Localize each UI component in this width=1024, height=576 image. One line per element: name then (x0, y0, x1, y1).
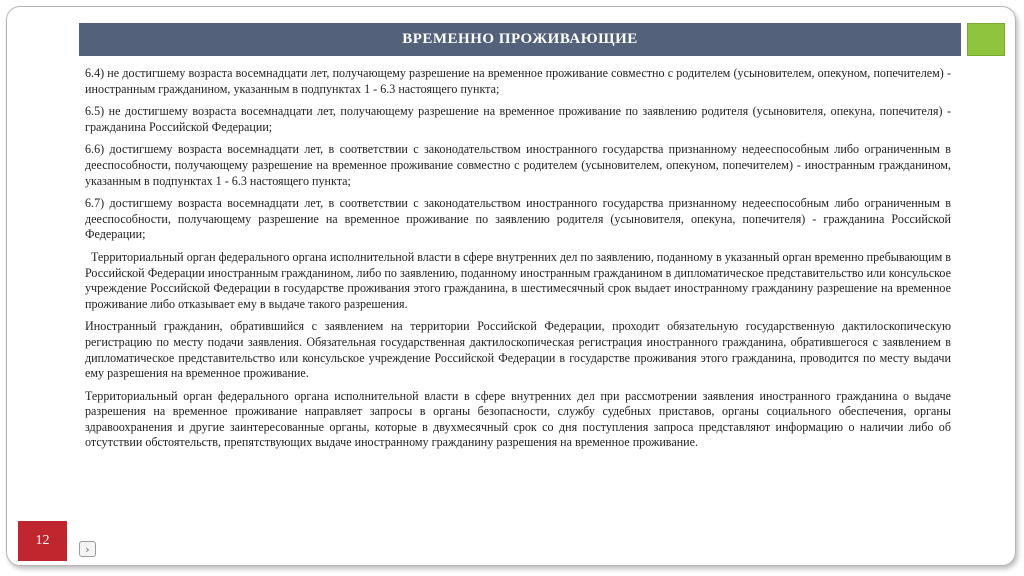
title-bar (79, 23, 961, 56)
paragraph-6-6: 6.6) достигшему возраста восемнадцати лет, в соответствии с законодательством иностранного государства признанному недееспособным либо ограниченным в дееспособности, получающему разрешение на временное проживание совместно с родителем (усыновителем, опекуном, попечителем) - иностранным гражданином, указанным в подпунктах 1 - 6.3 настоящего пункта; (85, 142, 951, 188)
accent-square (967, 23, 1005, 56)
page-number: 12 (35, 533, 50, 548)
chevron-right-icon: › (85, 542, 90, 556)
slide-content (85, 66, 951, 458)
paragraph-fingerprint-registration: Иностранный гражданин, обратившийся с заявлением на территории Российской Федерации, проходит обязательную государственную дактилоскопическую регистрацию по месту подачи заявления. Обязательная государственная дактилоскопическая регистрация иностранного гражданина, обратившегося с заявлением в дипломатическое представительство или консульское учреждение Российской Федерации в государстве проживания этого гражданина, проводится по месту выдачи ему разрешения на временное проживание. (85, 319, 951, 381)
paragraph-6-4: 6.4) не достигшему возраста восемнадцати лет, получающему разрешение на временное проживание совместно с родителем (усыновителем, опекуном, попечителем) - иностранным гражданином, указанным в подпунктах 1 - 6.3 настоящего пункта; (85, 66, 951, 96)
slide-title: ВРЕМЕННО ПРОЖИВАЮЩИЕ (402, 31, 638, 47)
paragraph-territorial-organ: Территориальный орган федерального органа исполнительной власти в сфере внутренних дел по заявлению, поданному в указанный орган временно пребывающим в Российской Федерации иностранным гражданином, либо по заявлению, поданному иностранным гражданином в дипломатическое представительство или консульское учреждение Российской Федерации в государстве проживания этого гражданина, в шестимесячный срок выдает иностранному гражданину разрешение на временное проживание либо отказывает ему в выдаче такого разрешения. (85, 249, 951, 311)
page-number-badge (18, 521, 67, 561)
paragraph-6-5: 6.5) не достигшему возраста восемнадцати лет, получающему разрешение на временное проживание по заявлению родителя (усыновителя, опекуна, попечителя) - гражданина Российской Федерации; (85, 104, 951, 134)
next-slide-button[interactable] (79, 541, 96, 557)
paragraph-6-7: 6.7) достигшему возраста восемнадцати лет, в соответствии с законодательством иностранного государства признанному недееспособным либо ограниченным в дееспособности, получающему разрешение на временное проживание по заявлению родителя (усыновителя, опекуна, попечителя) - гражданина Российской Федерации; (85, 196, 951, 242)
paragraph-requests: Территориальный орган федерального органа исполнительной власти в сфере внутренних дел при рассмотрении заявления иностранного гражданина о выдаче разрешения на временное проживание направляет запросы в органы безопасности, службу судебных приставов, органы социального обеспечения, органы здравоохранения и другие заинтересованные органы, которые в двухмесячный срок со дня поступления запроса представляют информацию о наличии либо об отсутствии обстоятельств, препятствующих выдаче иностранному гражданину разрешения на временное проживание. (85, 388, 951, 450)
